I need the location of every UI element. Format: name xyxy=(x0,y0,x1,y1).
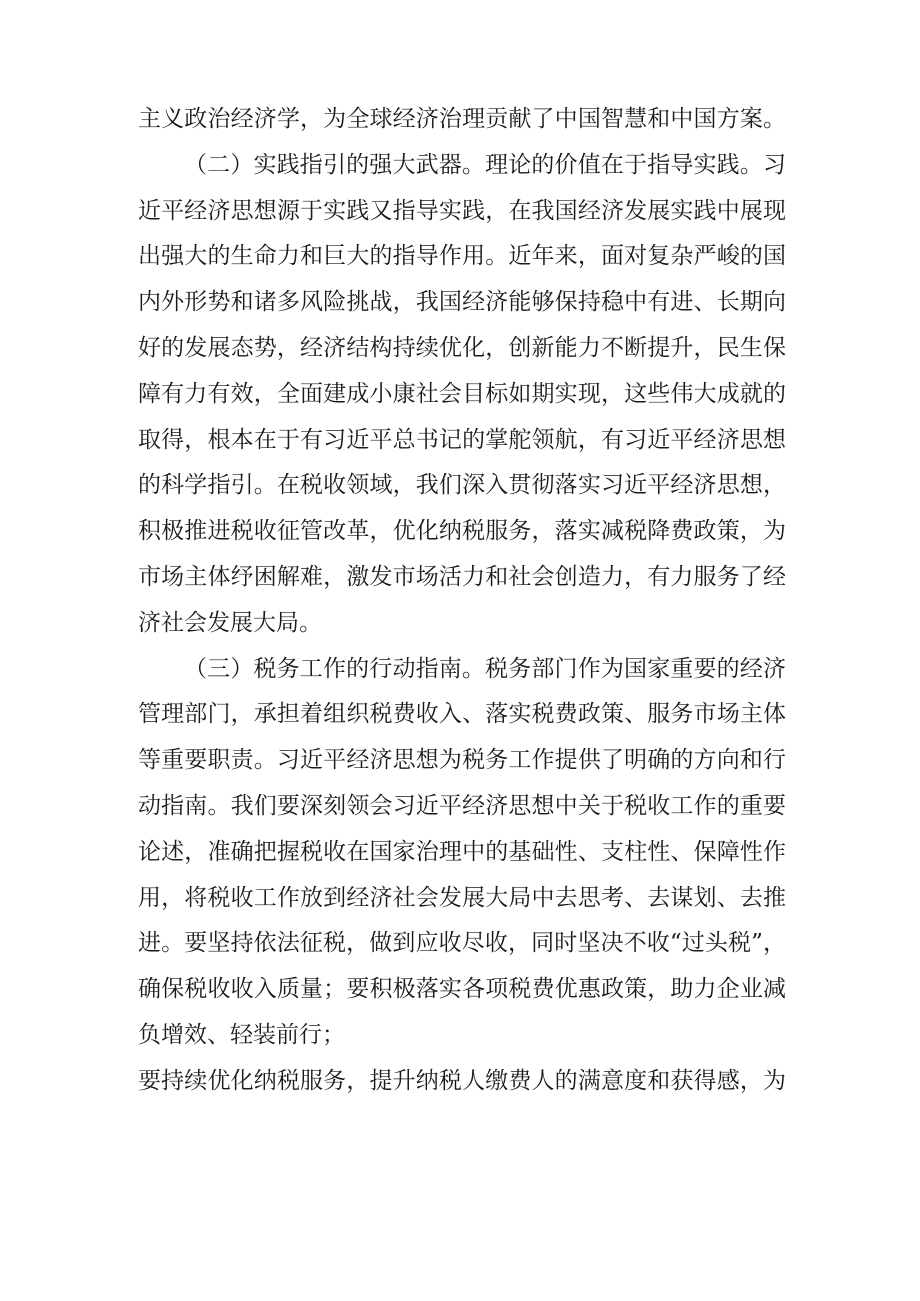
text-line: 论述，准确把握税收在国家治理中的基础性、支柱性、保障性作 xyxy=(138,838,786,865)
text-line: 用，将税收工作放到经济社会发展大局中去思考、去谋划、去推 xyxy=(138,884,786,911)
text-line: 等重要职责。习近平经济思想为税务工作提供了明确的方向和行 xyxy=(138,747,786,774)
text-line: 出强大的生命力和巨大的指导作用。近年来，面对复杂严峻的国 xyxy=(138,243,786,270)
text-line: 确保税收收入质量；要积极落实各项税费优惠政策，助力企业减 xyxy=(138,976,786,1003)
text-line: 近平经济思想源于实践又指导实践，在我国经济发展实践中展现 xyxy=(138,197,786,224)
text-line: 主义政治经济学，为全球经济治理贡献了中国智慧和中国方案。 xyxy=(138,106,786,132)
text-line: 进。要坚持依法征税，做到应收尽收，同时坚决不收“过头税”， xyxy=(138,930,786,957)
paragraph-heading-line: （三）税务工作的行动指南。税务部门作为国家重要的经济 xyxy=(184,655,786,682)
text-line: 积极推进税收征管改革，优化纳税服务，落实减税降费政策，为 xyxy=(138,518,786,545)
text-line: 内外形势和诸多风险挑战，我国经济能够保持稳中有进、长期向 xyxy=(138,289,786,316)
body-text xyxy=(138,97,786,1105)
text-line: 负增效、轻装前行； xyxy=(138,1021,345,1048)
text-line: 动指南。我们要深刻领会习近平经济思想中关于税收工作的重要 xyxy=(138,792,786,819)
text-line: 的科学指引。在税收领域，我们深入贯彻落实习近平经济思想， xyxy=(138,472,786,499)
text-line: 济社会发展大局。 xyxy=(138,609,322,636)
text-line: 障有力有效，全面建成小康社会目标如期实现，这些伟大成就的 xyxy=(138,380,786,407)
text-line: 取得，根本在于有习近平总书记的掌舵领航，有习近平经济思想 xyxy=(138,426,786,453)
text-line: 管理部门，承担着组织税费收入、落实税费政策、服务市场主体 xyxy=(138,701,786,728)
text-line: 要持续优化纳税服务，提升纳税人缴费人的满意度和获得感，为 xyxy=(138,1067,786,1094)
text-line: 市场主体纾困解难，激发市场活力和社会创造力，有力服务了经 xyxy=(138,563,786,590)
paragraph-heading-line: （二）实践指引的强大武器。理论的价值在于指导实践。习 xyxy=(184,151,786,178)
text-line: 好的发展态势，经济结构持续优化，创新能力不断提升，民生保 xyxy=(138,334,786,361)
